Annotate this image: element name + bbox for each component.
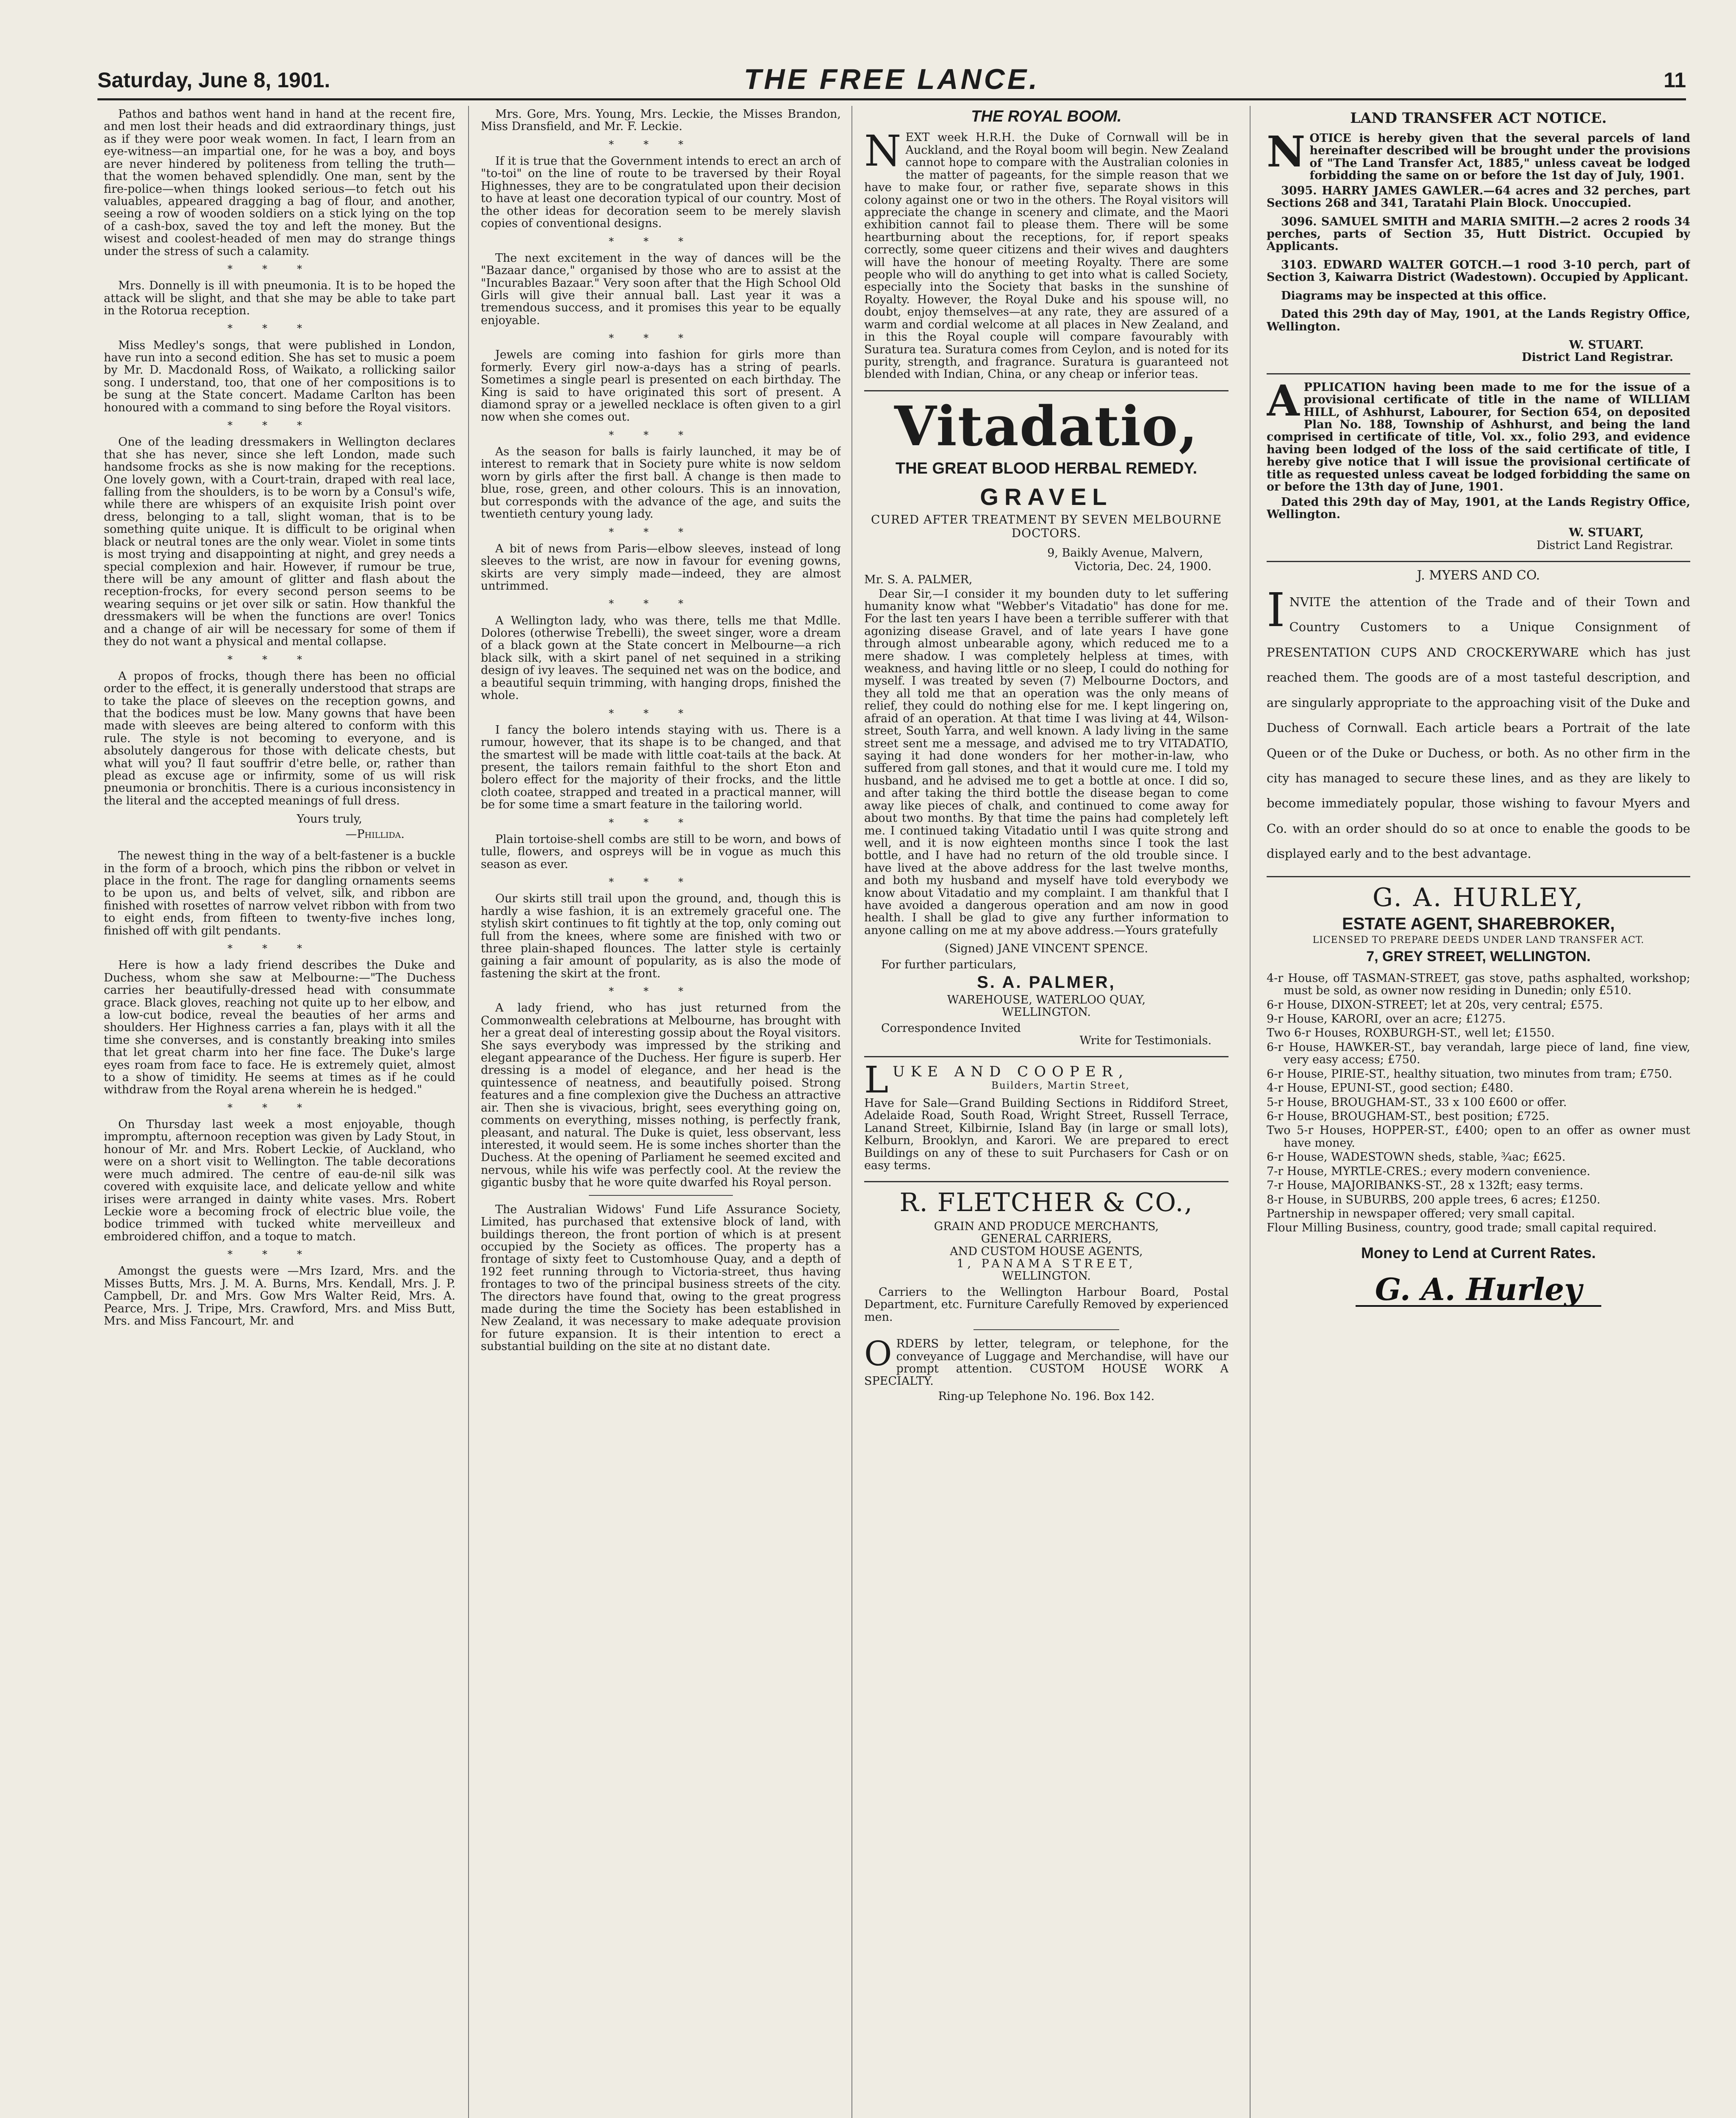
paragraph: The newest thing in the way of a belt-fastener is a buckle in the form of a brooch, which pins the ribbon or velvet in place in the front. The rage for dangling ornaments seems to be upon us, and belts of velvet, silk, and ribbon are finished with rosettes of narrow velvet ribbon with from two to eight ends, from fifteen to twenty-five inches long, finished off with gilt pendants. (104, 849, 455, 937)
letter-address: 9, Baikly Avenue, Malvern, (1047, 546, 1203, 560)
property-listing: Two 6-r Houses, ROXBURGH-ST., well let; £1550. (1267, 1026, 1555, 1040)
registrar-title: District Land Registrar. (1522, 351, 1673, 364)
property-listing: 9-r House, KARORI, over an acre; £1275. (1267, 1012, 1506, 1026)
column-4 (1267, 108, 1690, 2118)
property-listing: 4-r House, EPUNI-ST., good section; £480. (1267, 1081, 1514, 1095)
myers-ad (1267, 582, 1690, 867)
section-separator: *** (227, 419, 332, 432)
drop-cap: N (864, 126, 901, 176)
palmer-name: S. A. PALMER, (977, 973, 1116, 992)
property-listings (1267, 972, 1690, 1234)
land-transfer-notice (1267, 127, 1690, 183)
myers-heading: J. MYERS AND CO. (1417, 568, 1540, 583)
testimonials-note: Write for Testimonials. (1079, 1034, 1212, 1048)
section-separator: *** (609, 526, 713, 538)
property-listing: 6-r House, BROUGHAM-ST., best position; £725. (1267, 1110, 1550, 1123)
paragraph: The next excitement in the way of dances will be the "Bazaar dance," organised by those who are to assist at the "Incurables Bazaar." Very soon after that the High School Old Girls will give their annual ball. Last year it was a tremendous success, and it promises this year to be equally enjoyable. (481, 251, 841, 327)
palmer-city: WELLINGTON. (1002, 1006, 1091, 1019)
section-separator: *** (227, 1248, 332, 1261)
column-divider (1250, 106, 1251, 2118)
property-listing: 7-r House, MAJORIBANKS-ST., 28 x 132ft; easy terms. (1267, 1179, 1583, 1192)
royal-boom-article (864, 126, 1229, 381)
notice-text: OTICE is hereby given that the several parcels of land hereinafter described will be brought under the provisions of "The Land Transfer Act, 1885," unless caveat be lodged forbidding the same on or before the 1st day of July, 1901. (1309, 132, 1690, 183)
drop-cap: N (1267, 127, 1306, 177)
further-particulars: For further particulars, (881, 958, 1017, 971)
paragraph: A propos of frocks, though there has been no official order to the effect, it is generally understood that straps are to take the place of sleeves on the reception gowns, and that the bodices must be low. Many gowns that have been made with sleeves are being altered to conform with this rule. The style is not becoming to everyone, and is absolutely dangerous for those with delicate chests, but what will you? Il faut souffrir d'etre belle, or, rather than plead as excuse age or infirmity, some of us will risk pneumonia or bronchitis. There is a curious inconsistency in the literal and the accepted meanings of full dress. (104, 669, 455, 807)
section-separator: *** (609, 429, 713, 441)
property-listing: 6-r House, PIRIE-ST., healthy situation, two minutes from tram; £750. (1267, 1067, 1672, 1081)
myers-text: NVITE the attention of the Trade and of their Town and Country Customers to a Unique Consignment of PRESENTATION CUPS AND CROCKERYWARE which has just reached them. The goods are of a most tasteful description, and are singularly appropriate to the approaching visit of the Duke and Duchess of Cornwall. Each article bears a Portrait of the late Queen or of the Duke or Duchess, or both. As no other firm in the city has managed to secure these lines, and as they are likely to become immediately popular, those wishing to favour Myers and Co. with an order should do so at once to enable the goods to be displayed early and to the best advantage. (1267, 594, 1690, 861)
column-3 (864, 108, 1229, 2118)
paragraph: Jewels are coming into fashion for girls more than formerly. Every girl now-a-days has a string of pearls. Sometimes a single pearl is presented on each birthday. The King is said to have originated this sort of present. A diamond spray or a jewelled necklace is often given to a girl now when she comes out. (481, 348, 841, 424)
property-listing: 8-r House, in SUBURBS, 200 apple trees, 6 acres; £1250. (1267, 1193, 1600, 1206)
land-parcel: 3095. HARRY JAMES GAWLER.—64 acres and 32 perches, part Sections 268 and 341, Taratahi Plain Block. Unoccupied. (1267, 184, 1690, 210)
section-separator: *** (609, 235, 713, 247)
letter-signature: —Phillida. (345, 827, 405, 841)
luke-cooper-text: Have for Sale—Grand Building Sections in Riddiford Street, Adelaide Road, South Road, Wright Street, Russell Terrace, Lanand Street, Kilbirnie, Island Bay (in large or small lots), Kelburn, Brooklyn, and Karori. We are prepared to erect Buildings on any of these to suit Purchasers for Cash or on easy terms. (864, 1096, 1229, 1172)
property-listing: Flour Milling Business, country, good trade; small capital required. (1267, 1221, 1657, 1235)
divider (973, 1329, 1119, 1330)
luke-cooper-heading: UKE AND COOPER, (893, 1063, 1129, 1081)
property-listing: 7-r House, MYRTLE-CRES.; every modern convenience. (1267, 1164, 1591, 1178)
section-separator: *** (609, 138, 713, 150)
section-separator: *** (609, 598, 713, 610)
paragraph: On Thursday last week a most enjoyable, though impromptu, afternoon reception was given by Lady Stout, in honour of Mr. and Mrs. Robert Leckie, of Auckland, who were on a short visit to Wellington. The table decorations were much admired. The centre of eau-de-nil silk was covered with exquisite lace, and delicate yellow and white irises were arranged in dainty white vases. Mrs. Robert Leckie wore a becoming frock of electric blue voile, the bodice trimmed with tucked white merveilleux and embroidered chiffon, and a toque to match. (104, 1118, 455, 1243)
vitadatio-subtitle: THE GREAT BLOOD HERBAL REMEDY. (895, 460, 1198, 478)
property-listing: 6-r House, DIXON-STREET; let at 20s, very central; £575. (1267, 998, 1603, 1012)
paragraph: One of the leading dressmakers in Wellington declares that she has never, since she left London, made such handsome frocks as she is now making for the receptions. One lovely gown, with a Court-train, draped with real lace, falling from the shoulders, is to be worn by a Consul's wife, while there are whispers of an exquisite Irish point over dress, belonging to a tall, slight woman, that is to be something quite unique. It is difficult to be original when black or neutral tones are the only wear. Violet in some tints is most trying and disappointing at night, and grey needs a special complexion and hair. However, if rumour be true, there will be any amount of glitter and flash about the reception-frocks, for every second person seems to be wearing sequins or jet over silk or satin. How thankful the dressmakers will be when the functions are over! Tonics and a change of air will be necessary for some of them if they do not want a physical and mental collapse. (104, 435, 455, 649)
testimonial-letter: Dear Sir,—I consider it my bounden duty to let suffering humanity know what "Webber's Vitadatio" has done for me. For the last ten years I have been a terrible sufferer with that agonizing disease Gravel, and of late years I have gone through almost unbearable agony, which reduced me to a mere shadow. I was completely helpless at times, with weakness, and having little or no sleep, I could do nothing for myself. I was treated by seven (7) Melbourne Doctors, and they all told me that an operation was the only means of relief, they could do nothing else for me. I kept lingering on, afraid of an operation. At that time I was living at 44, Wilson-street, South Yarra, and well known. A lady living in the same street sent me a message, and advised me to try VITADATIO, saying it had done wonders for her mother-in-law, who suffered from gall stones, and that it would cure me. I told my husband, and he advised me to get a bottle at once. I did so, and after taking the third bottle the disease began to come away like pieces of chalk, and continued to come away for about two months. By that time the pains had completely left me. I continued taking Vitadatio until I was quite strong and well, and it is now eighteen months since I took the last bottle, and I have had no return of the old trouble since. I have lived at the above address for the last twelve months, and both my husband and myself have told everybody we know about Vitadatio and my complaint. I am thankful that I have avoided a dangerous operation and am now in good health. I shall be glad to give any further information to anyone calling on me at my above address.—Yours gratefully (864, 587, 1229, 937)
letter-recipient: Mr. S. A. PALMER, (864, 573, 973, 587)
application-notice (1267, 375, 1690, 494)
diagram-note: Diagrams may be inspected at this office. (1281, 289, 1547, 302)
paragraph: Miss Medley's songs, that were published in London, have run into a second edition. She has set to music a poem by Mr. D. Macdonald Ross, of Waikato, a rollicking sailor song. I understand, too, that one of her compositions is to be sung at the State concert. Madame Carlton has been honoured with a command to sing before the Royal visitors. (104, 338, 455, 414)
paragraph: Mrs. Gore, Mrs. Young, Mrs. Leckie, the Misses Brandon, Miss Dransfield, and Mr. F. Leckie. (481, 108, 841, 133)
column-divider (851, 106, 852, 2118)
masthead (97, 64, 1686, 97)
section-separator: *** (609, 707, 713, 719)
money-to-lend: Money to Lend at Current Rates. (1361, 1244, 1596, 1261)
hurley-license: LICENSED TO PREPARE DEEDS UNDER LAND TRANSFER ACT. (1312, 934, 1644, 945)
cured-note: CURED AFTER TREATMENT BY SEVEN MELBOURNE DOCTORS. (871, 512, 1222, 541)
paragraph: Mrs. Donnelly is ill with pneumonia. It is to be hoped the attack will be slight, and that she may be able to take part in the Rotorua reception. (104, 279, 455, 318)
correspondence-note: Correspondence Invited (881, 1021, 1021, 1035)
ad-rule (1267, 561, 1690, 562)
luke-cooper-ad (864, 1059, 1229, 1172)
paragraph: Here is how a lady friend describes the Duke and Duchess, whom she saw at Melbourne:—"The Duchess carries her beautifully-dressed head with consummate grace. Black gloves, reaching not quite up to her elbow, and a low-cut bodice, reveal the beauties of her arms and shoulders. Her Highness carries a fan, plays with it all the time she converses, and is constantly breaking into smiles that let great charm into her fine face. The Duke's large eyes roam from face to face. He is extremely quiet, almost to a show of timidity. He seems at times as if he could withdraw from the Royal arena wherein he is hedged." (104, 959, 455, 1097)
section-separator: *** (609, 985, 713, 998)
hurley-profession: ESTATE AGENT, SHAREBROKER, (1342, 915, 1615, 934)
hurley-title: G. A. HURLEY, (1372, 882, 1585, 912)
fletcher-line: GENERAL CARRIERS, (981, 1232, 1112, 1246)
dated-line: Dated this 29th day of May, 1901, at the Lands Registry Office, Wellington. (1267, 308, 1690, 333)
newspaper-title: THE FREE LANCE. (743, 63, 1040, 95)
section-separator: *** (609, 816, 713, 829)
ad-rule (864, 390, 1229, 391)
property-listing: Partnership in newspaper offered; very small capital. (1267, 1207, 1575, 1220)
drop-cap: L (864, 1059, 889, 1102)
property-listing: Two 5-r Houses, HOPPER-ST., £400; open to an offer as owner must have money. (1267, 1124, 1690, 1150)
masthead-rule (97, 98, 1686, 100)
section-separator: *** (609, 876, 713, 888)
issue-date: Saturday, June 8, 1901. (97, 68, 330, 92)
ad-rule (1267, 373, 1690, 374)
section-separator: *** (227, 653, 332, 665)
article-text: EXT week H.R.H. the Duke of Cornwall will be in Auckland, and the Royal boom will begin. New Zealand cannot hope to compare with the Australian colonies in the matter of pageants, for the simple reason that we have to make four, or rather five, separate shows in this colony against one or two in the others. The Royal visitors will appreciate the change in scenery and climate, and the Maori exhibition cannot fail to please them. There will be some heartburning about the receptions, for, if report speaks correctly, some queer citizens and their wives and daughters will have the honour of meeting Royalty. There are some people who will do anything to get into what is called Society, especially into the Society that basks in the sunshine of Royalty. However, the Royal Duke and his spouse will, no doubt, enjoy themselves—at any rate, they are assured of a warm and cordial welcome at all places in New Zealand, and in this the Royal couple will compare favourably with Suratura tea. Suratura comes from Ceylon, and is noted for its purity, strength, and fragrance. Suratura is guaranteed not blended with Indian, China, or any cheap or inferior teas. (864, 131, 1229, 381)
land-transfer-heading: LAND TRANSFER ACT NOTICE. (1350, 110, 1607, 127)
fletcher-city: WELLINGTON. (1002, 1270, 1091, 1283)
section-separator: *** (227, 943, 332, 955)
paragraph: A bit of news from Paris—elbow sleeves, instead of long sleeves to the wrist, are now in favour for evening gowns, skirts are very simply made—indeed, they are almost untrimmed. (481, 542, 841, 593)
column-divider (468, 106, 469, 2118)
orders-text: RDERS by letter, telegram, or telephone, for the conveyance of Luggage and Merchandise, will have our prompt attention. CUSTOM HOUSE WORK A SPECIALTY. (864, 1337, 1229, 1388)
paragraph: Pathos and bathos went hand in hand at the recent fire, and men lost their heads and did extraordinary things, just as if they were poor weak women. In fact, I learn from an eye-witness—an impartial one, for he was a boy, and boys are never hindered by politeness from telling the truth—that the women behaved splendidly. One man, sent by the fire-police—when things looked serious—to fetch out his valuables, appeared dragging a bag of flour, and another, seeing a row of wooden soldiers on a stick lying on the top of a cash-box, saved the toy and left the money. But the wisest and coolest-headed of men may do strange things under the stress of such a calamity. (104, 108, 455, 258)
application-text: PPLICATION having been made to me for the issue of a provisional certificate of title in the name of WILLIAM HILL, of Ashhurst, Labourer, for Section 654, on deposited Plan No. 188, Township of Ashhurst, and being the land comprised in certificate of title, Vol. xx., folio 293, and evidence having been lodged of the loss of the said certificate of title, I hereby give notice that I will issue the provisional certificate of title as requested unless caveat be lodged forbidding the same on or before the 13th day of June, 1901. (1267, 380, 1690, 494)
paragraph: Amongst the guests were —Mrs Izard, Mrs. and the Misses Butts, Mrs. J. M. A. Burns, Mrs. Kendall, Mrs. J. P. Campbell, Dr. and Mrs. Gow Mrs Walter Reid, Mrs. A. Pearce, Mrs. J. Tripe, Mrs. Crawford, Mrs. and Miss Butt, Mrs. and Miss Fancourt, Mr. and (104, 1264, 455, 1328)
property-listing: 5-r House, BROUGHAM-ST., 33 x 100 £600 or offer. (1267, 1095, 1567, 1109)
land-parcel: 3096. SAMUEL SMITH and MARIA SMITH.—2 acres 2 roods 34 perches, parts of Section 35, Hutt District. Occupied by Applicants. (1267, 215, 1690, 253)
fletcher-line: GRAIN AND PRODUCE MERCHANTS, (934, 1220, 1159, 1233)
royal-boom-heading: THE ROYAL BOOM. (971, 108, 1122, 125)
paragraph: Plain tortoise-shell combs are still to be worn, and bows of tulle, flowers, and ospreys will be in vogue as much this season as ever. (481, 832, 841, 871)
section-separator: *** (227, 322, 332, 335)
vitadatio-title: Vitadatio, (894, 394, 1198, 458)
property-listing: 6-r House, HAWKER-ST., bay verandah, large piece of land, fine view, very easy access; £750. (1267, 1040, 1690, 1067)
ad-rule (864, 1181, 1229, 1182)
letter-closing: Yours truly, (297, 812, 362, 826)
registrar-name: W. STUART, (1569, 526, 1644, 540)
column-1 (104, 108, 455, 2118)
section-separator: *** (227, 263, 332, 275)
orders-ad (864, 1334, 1229, 1388)
fletcher-title: R. FLETCHER & CO., (899, 1188, 1193, 1218)
registrar-name: W. STUART. (1569, 338, 1644, 352)
signature-text: G. A. Hurley (1375, 1271, 1582, 1308)
divider (589, 1195, 733, 1196)
paragraph: Our skirts still trail upon the ground, and, though this is hardly a wise fashion, it is an extremely graceful one. The stylish skirt continues to fit tightly at the top, only coming out full from the knees, where some are finished with two or three plain-shaped flounces. The latter style is certainly gaining a fair amount of popularity, as is also the mode of fastening the skirt at the front. (481, 892, 841, 980)
property-listing: 6-r House, WADESTOWN sheds, stable, ¾ac; £625. (1267, 1150, 1566, 1164)
page-number: 11 (1664, 68, 1686, 92)
land-parcel: 3103. EDWARD WALTER GOTCH.—1 rood 3-10 perch, part of Section 3, Kaiwarra District (Wadestown). Occupied by Applicant. (1267, 258, 1690, 284)
gravel-heading: GRAVEL (980, 483, 1113, 510)
drop-cap: A (1267, 375, 1300, 426)
drop-cap: I (1267, 582, 1285, 637)
hurley-signature-logo (1343, 1270, 1614, 1312)
letter-date: Victoria, Dec. 24, 1900. (1074, 560, 1212, 573)
ad-rule (864, 1056, 1229, 1057)
paragraph: A lady friend, who has just returned from the Commonwealth celebrations at Melbourne, has brought with her a great deal of interesting gossip about the Royal visitors. She says everybody was impressed by the striking and elegant appearance of the Duchess. Her figure is superb. Her dressing is a model of elegance, and her head is the quintessence of neatness, and beautifully poised. Strong features and a fine complexion give the Duchess an attractive air. Then she is vivacious, bright, sees everything going on, comments on everything, misses nothing, is perfectly frank, pleasant, and natural. The Duke is quiet, less observant, less interested, it would seem. He is some inches shorter than the Duchess. At the opening of Parliament he seemed excited and nervous, while his wife was perfectly cool. At the review the gigantic busby that he wore quite dwarfed his Royal person. (481, 1001, 841, 1189)
paragraph: As the season for balls is fairly launched, it may be of interest to remark that in Society pure white is now seldom worn by girls after the first ball. A change is then made to blue, rose, green, and other colours. This is an innovation, but corresponds with the advance of the age, and suits the twentieth century young lady. (481, 445, 841, 521)
section-separator: *** (609, 332, 713, 344)
telephone-line: Ring-up Telephone No. 196. Box 142. (938, 1389, 1155, 1403)
fletcher-street: 1, PANAMA STREET, (957, 1257, 1136, 1271)
ad-rule (1267, 876, 1690, 877)
palmer-address: WAREHOUSE, WATERLOO QUAY, (947, 993, 1146, 1006)
dated-line: Dated this 29th day of May, 1901, at the Lands Registry Office, Wellington. (1267, 495, 1690, 521)
testimonial-signature: (Signed) JANE VINCENT SPENCE. (944, 942, 1148, 956)
property-listing: 4-r House, off TASMAN-STREET, gas stove, paths asphalted, workshop; must be sold, as owner now residing in Dunedin; only £510. (1267, 971, 1690, 998)
paragraph: If it is true that the Government intends to erect an arch of "to-toi" on the line of route to be traversed by their Royal Highnesses, they are to be congratulated upon their decision to have at least one decoration typical of our country. Most of the other ideas for decoration seem to be merely slavish copies of conventional designs. (481, 155, 841, 230)
column-2 (481, 108, 841, 2118)
paragraph: I fancy the bolero intends staying with us. There is a rumour, however, that its shape is to be changed, and that the smartest will be made with little coat-tails at the back. At present, the tailors remain faithful to the short Eton and bolero effect for the majority of their frocks, and the little cloth coatee, strapped and treated in a practical manner, will be for some time a smart feature in the tailoring world. (481, 723, 841, 812)
fletcher-line: AND CUSTOM HOUSE AGENTS, (950, 1245, 1143, 1258)
paragraph: The Australian Widows' Fund Life Assurance Society, Limited, has purchased that extensive block of land, with buildings thereon, the front portion of which is at present occupied by the Society as offices. The property has a frontage of sixty feet to Customhouse Quay, and a depth of 192 feet running through to Victoria-street, thus having frontages to two of the principal business streets of the city. The directors have found that, owing to the great progress made during the time the Society has been established in New Zealand, it was necessary to make adequate provision for future expansion. It is their intention to erect a substantial building on the site at no distant date. (481, 1203, 841, 1353)
hurley-address: 7, GREY STREET, WELLINGTON. (1366, 948, 1591, 965)
paragraph: A Wellington lady, who was there, tells me that Mdlle. Dolores (otherwise Trebelli), the sweet singer, wore a dream of a black gown at the State concert in Melbourne—a rich black silk, with a skirt panel of net sequined in a striking design of ivy leaves. The sequined net was on the bodice, and a beautiful sequin trimming, with hanging drops, finished the whole. (481, 614, 841, 702)
luke-cooper-subheading: Builders, Martin Street, (991, 1080, 1130, 1092)
section-separator: *** (227, 1101, 332, 1114)
registrar-title: District Land Registrar. (1536, 538, 1673, 552)
drop-cap: O (864, 1334, 892, 1374)
fletcher-text: Carriers to the Wellington Harbour Board, Postal Department, etc. Furniture Carefully Removed by experienced men. (864, 1285, 1229, 1324)
